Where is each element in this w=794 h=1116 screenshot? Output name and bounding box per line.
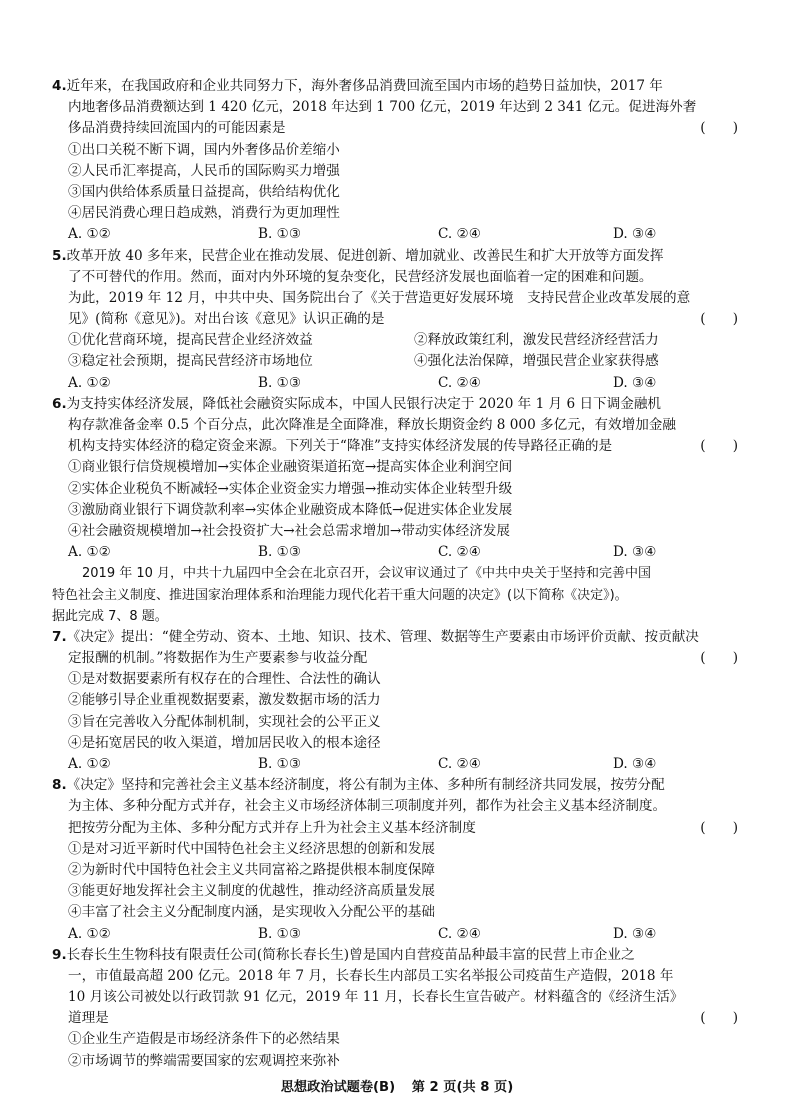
answer-option[interactable]: D. ③④ bbox=[613, 226, 657, 243]
statement-item: ③国内供给体系质量日益提高，供给结构优化 bbox=[68, 183, 340, 200]
question bbox=[52, 394, 744, 564]
statement-item: ③稳定社会预期，提高民营经济市场地位 bbox=[68, 353, 313, 370]
question bbox=[52, 246, 744, 394]
statement-item: ③旨在完善收入分配体制机制，实现社会的公平正义 bbox=[68, 713, 381, 730]
answer-bracket[interactable]: ( ) bbox=[700, 819, 738, 836]
statement-item: ①出口关税不断下调，国内外奢侈品价差缩小 bbox=[68, 141, 340, 158]
stem-text: 为此，2019 年 12 月，中共中央、国务院出台了《关于营造更好发展环境 支持民营企业改革发展的意 bbox=[68, 289, 691, 306]
question-stem-line bbox=[52, 966, 744, 987]
statement-item: ②人民币汇率提高，人民币的国际购买力增强 bbox=[68, 162, 340, 179]
question-stem-line bbox=[52, 246, 744, 267]
statement-item: ④丰富了社会主义分配制度内涵，是实现收入分配公平的基础 bbox=[68, 904, 436, 921]
answer-option[interactable]: C. ②④ bbox=[438, 544, 481, 561]
stem-text: 机构支持实体经济的稳定资金来源。下列关于“降准”支持实体经济发展的传导路径正确的是 bbox=[68, 438, 613, 455]
stem-text: 改革开放 40 多年来，民营企业在推动发展、促进创新、增加就业、改善民生和扩大开放等方面发挥 bbox=[66, 247, 664, 264]
statement-pair bbox=[52, 351, 744, 372]
answer-option[interactable]: B. ①③ bbox=[258, 226, 302, 243]
question-stem-line bbox=[52, 267, 744, 288]
stem-text: 为支持实体经济发展，降低社会融资实际成本，中国人民银行决定于 2020 年 1 月 6 日下调金融机 bbox=[66, 395, 662, 412]
question-stem-line bbox=[52, 796, 744, 817]
reading-material bbox=[52, 563, 744, 627]
question bbox=[52, 76, 744, 246]
stem-text: 了不可替代的作用。然而，面对内外环境的复杂变化，民营经济发展也面临着一定的困难和问题。 bbox=[68, 268, 653, 285]
question-stem-line bbox=[52, 309, 744, 330]
statement-item: ②市场调节的弊端需要国家的宏观调控来弥补 bbox=[68, 1052, 340, 1069]
stem-text: 《决定》坚持和完善社会主义基本经济制度，将公有制为主体、多种所有制经济共同发展，按劳分配 bbox=[66, 777, 665, 794]
answer-option[interactable]: A. ①② bbox=[68, 226, 111, 243]
answer-option[interactable]: A. ①② bbox=[68, 756, 111, 772]
question bbox=[52, 627, 744, 775]
answer-option[interactable]: B. ①③ bbox=[258, 374, 302, 391]
statement-pair bbox=[52, 330, 744, 351]
question-number: 4. bbox=[52, 78, 67, 94]
question-stem-line bbox=[52, 394, 744, 415]
question-stem-line bbox=[52, 818, 744, 839]
material-line: 特色社会主义制度、推进国家治理体系和治理能力现代化若干重大问题的决定》(以下简称《决定》)。 bbox=[52, 587, 628, 603]
question-number: 5. bbox=[52, 247, 67, 264]
answer-option[interactable]: B. ①③ bbox=[258, 544, 302, 561]
statement-item: ①优化营商环境，提高民营企业经济效益 bbox=[68, 332, 313, 349]
statement-item: ③能更好地发挥社会主义制度的优越性，推动经济高质量发展 bbox=[68, 883, 436, 900]
stem-text: 10 月该公司被处以行政罚款 91 亿元，2019 年 11 月，长春长生宣告破产。材料蕴含的《经济生活》 bbox=[68, 989, 684, 1006]
answer-option[interactable]: D. ③④ bbox=[613, 925, 657, 942]
footer-title: 思想政治试题卷(B) bbox=[280, 1080, 396, 1095]
material-line: 据此完成 7、8 题。 bbox=[52, 608, 168, 624]
question-stem-line bbox=[52, 76, 744, 97]
question-stem-line bbox=[52, 1008, 744, 1029]
question-stem-line bbox=[52, 945, 744, 966]
question-number: 7. bbox=[52, 628, 67, 645]
answer-bracket[interactable]: ( ) bbox=[700, 311, 738, 328]
statement-item: ①商业银行信贷规模增加→实体企业融资渠道拓宽→提高实体企业利润空间 bbox=[68, 459, 513, 476]
stem-text: 构存款准备金率 0.5 个百分点，此次降准是全面降准，释放长期资金约 8 000 多亿元，有效增加金融 bbox=[68, 417, 676, 433]
statement-item: ②为新时代中国特色社会主义共同富裕之路提供根本制度保障 bbox=[68, 861, 436, 878]
question-stem-line bbox=[52, 415, 744, 436]
answer-option[interactable]: C. ②④ bbox=[438, 925, 481, 942]
page-content bbox=[52, 76, 744, 1072]
stem-text: 内地奢侈品消费额达到 1 420 亿元，2018 年达到 1 700 亿元，2019 年达到 2 341 亿元。促进海外奢 bbox=[68, 99, 697, 116]
statement-item: ④是拓宽居民的收入渠道，增加居民收入的根本途径 bbox=[68, 734, 381, 751]
answer-option[interactable]: A. ①② bbox=[68, 925, 111, 942]
answer-option[interactable]: A. ①② bbox=[68, 544, 111, 561]
statement-item: ①企业生产造假是市场经济条件下的必然结果 bbox=[68, 1031, 340, 1048]
answer-bracket[interactable]: ( ) bbox=[700, 438, 738, 455]
answer-option[interactable]: A. ①② bbox=[68, 374, 111, 391]
statement-item: ②释放政策红利，激发民营经济经营活力 bbox=[414, 332, 659, 349]
stem-text: 道理是 bbox=[68, 1010, 109, 1027]
statement-item: ②实体企业税负不断减轻→实体企业资金实力增强→推动实体企业转型升级 bbox=[68, 480, 513, 497]
statement-item: ①是对数据要素所有权存在的合理性、合法性的确认 bbox=[68, 671, 381, 688]
stem-text: 长春长生生物科技有限责任公司(简称长春长生)曾是国内自营疫苗品种最丰富的民营上市企业之 bbox=[66, 946, 635, 963]
statement-item: ④居民消费心理日趋成熟，消费行为更加理性 bbox=[68, 205, 340, 222]
answer-options bbox=[52, 924, 744, 945]
footer-page-number: 第 2 页(共 8 页) bbox=[411, 1080, 514, 1095]
stem-text: 见》(简称《意见》)。对出台该《意见》认识正确的是 bbox=[68, 311, 385, 328]
question-stem-line bbox=[52, 648, 744, 669]
stem-text: 近年来，在我国政府和企业共同努力下，海外奢侈品消费回流至国内市场的趋势日益加快，2017 年 bbox=[66, 78, 663, 94]
stem-text: 《决定》提出：“健全劳动、资本、土地、知识、技术、管理、数据等生产要素由市场评价贡献、按贡献决 bbox=[66, 628, 699, 645]
question-stem-line bbox=[52, 775, 744, 796]
answer-option[interactable]: D. ③④ bbox=[613, 544, 657, 561]
answer-option[interactable]: D. ③④ bbox=[613, 756, 657, 772]
statement-item: ④强化法治保障，增强民营企业家获得感 bbox=[414, 353, 659, 370]
question-stem-line bbox=[52, 118, 744, 139]
answer-option[interactable]: B. ①③ bbox=[258, 925, 302, 942]
question-stem-line bbox=[52, 97, 744, 118]
answer-options bbox=[52, 542, 744, 563]
answer-option[interactable]: C. ②④ bbox=[438, 756, 481, 772]
page-footer bbox=[0, 1076, 794, 1095]
question-number: 6. bbox=[52, 395, 67, 412]
answer-options bbox=[52, 224, 744, 245]
answer-options bbox=[52, 373, 744, 394]
statement-item: ①是对习近平新时代中国特色社会主义经济思想的创新和发展 bbox=[68, 840, 436, 857]
stem-text: 侈品消费持续回流国内的可能因素是 bbox=[68, 120, 286, 137]
answer-options bbox=[52, 754, 744, 775]
answer-option[interactable]: B. ①③ bbox=[258, 756, 302, 772]
question bbox=[52, 775, 744, 945]
statement-item: ④社会融资规模增加→社会投资扩大→社会总需求增加→带动实体经济发展 bbox=[68, 522, 510, 539]
statement-item: ③激励商业银行下调贷款利率→实体企业融资成本降低→促进实体企业发展 bbox=[68, 501, 513, 518]
question-stem-line bbox=[52, 987, 744, 1008]
question-number: 9. bbox=[52, 946, 67, 963]
question-stem-line bbox=[52, 627, 744, 648]
answer-option[interactable]: D. ③④ bbox=[613, 374, 657, 391]
stem-text: 为主体、多种分配方式并存，社会主义市场经济体制三项制度并列，都作为社会主义基本经济制度。 bbox=[68, 798, 667, 815]
answer-option[interactable]: C. ②④ bbox=[438, 226, 481, 243]
stem-text: 一，市值最高超 200 亿元。2018 年 7 月，长春长生内部员工实名举报公司疫苗生产造假，2018 年 bbox=[68, 967, 674, 984]
question-stem-line bbox=[52, 436, 744, 457]
question-stem-line bbox=[52, 288, 744, 309]
question bbox=[52, 945, 744, 1072]
stem-text: 定报酬的机制。”将数据作为生产要素参与收益分配 bbox=[68, 650, 368, 667]
answer-bracket[interactable]: ( ) bbox=[700, 1010, 738, 1027]
material-line: 2019 年 10 月，中共十九届四中全会在北京召开，会议审议通过了《中共中央关于坚持和完善中国 bbox=[82, 566, 652, 582]
answer-bracket[interactable]: ( ) bbox=[700, 120, 738, 137]
answer-bracket[interactable]: ( ) bbox=[700, 650, 738, 667]
statement-item: ②能够引导企业重视数据要素，激发数据市场的活力 bbox=[68, 692, 381, 709]
question-number: 8. bbox=[52, 777, 67, 794]
answer-option[interactable]: C. ②④ bbox=[438, 374, 481, 391]
stem-text: 把按劳分配为主体、多种分配方式并存上升为社会主义基本经济制度 bbox=[68, 819, 476, 836]
